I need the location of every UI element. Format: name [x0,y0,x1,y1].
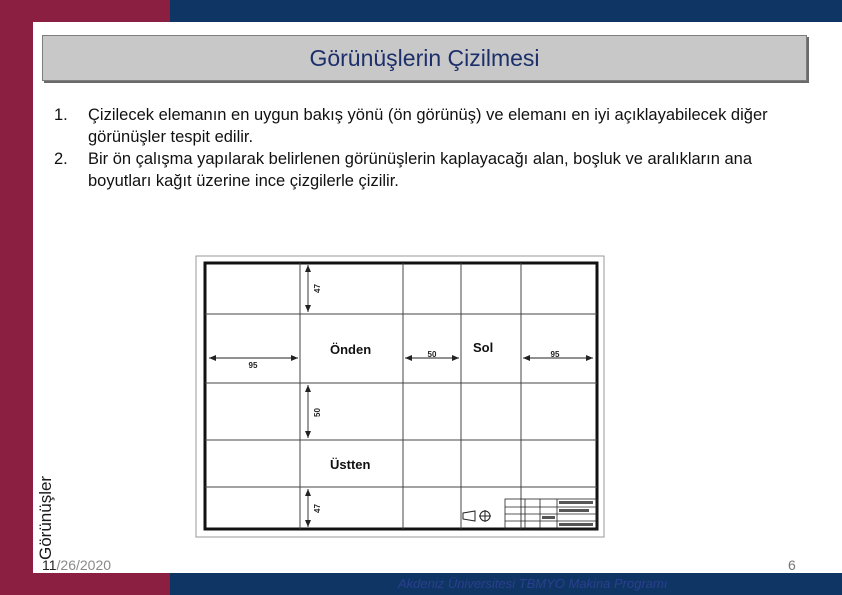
technical-drawing [195,255,605,538]
page-number: 6 [788,557,796,573]
title-box [42,35,807,81]
list-item [50,148,810,192]
view-label-top: Üstten [330,457,371,472]
list-number: 2. [54,150,68,168]
list-text: Bir ön çalışma yapılarak belirlenen görünüşlerin kaplayacağı alan, boşluk ve aralıkların ana boyutları kağıt üzerine ince çizgilerle çizilir. [88,150,753,190]
date-month: 11 [42,557,57,573]
dim-gap-horizontal: 50 [427,350,437,359]
list-number: 1. [54,106,68,124]
view-label-front: Önden [330,342,372,357]
dim-bottom-margin: 47 [313,504,322,513]
view-label-side: Sol [473,340,494,355]
dim-right-margin: 95 [550,350,560,359]
bottom-accent-bar [0,573,170,595]
date-rest: /26/2020 [56,557,112,573]
sidebar [0,22,33,573]
list-text: Çizilecek elemanın en uygun bakış yönü (ön görünüş) ve elemanı en iyi açıklayabilecek diğer görünüşler tespit edilir. [88,106,768,146]
content-list [50,104,810,192]
dim-left-margin: 95 [248,361,258,370]
dim-gap-vertical: 50 [313,408,322,417]
slide-date [42,557,111,573]
drawing-frame [196,256,604,537]
slide-title: Görünüşlerin Çizilmesi [309,44,540,71]
footer-text: Akdeniz Üniversitesi TBMYO Makina Programı [398,576,668,591]
side-label: Görünüşler [36,475,55,560]
dim-top-margin: 47 [313,284,322,293]
list-item [50,104,810,148]
top-accent-bar [0,0,170,22]
